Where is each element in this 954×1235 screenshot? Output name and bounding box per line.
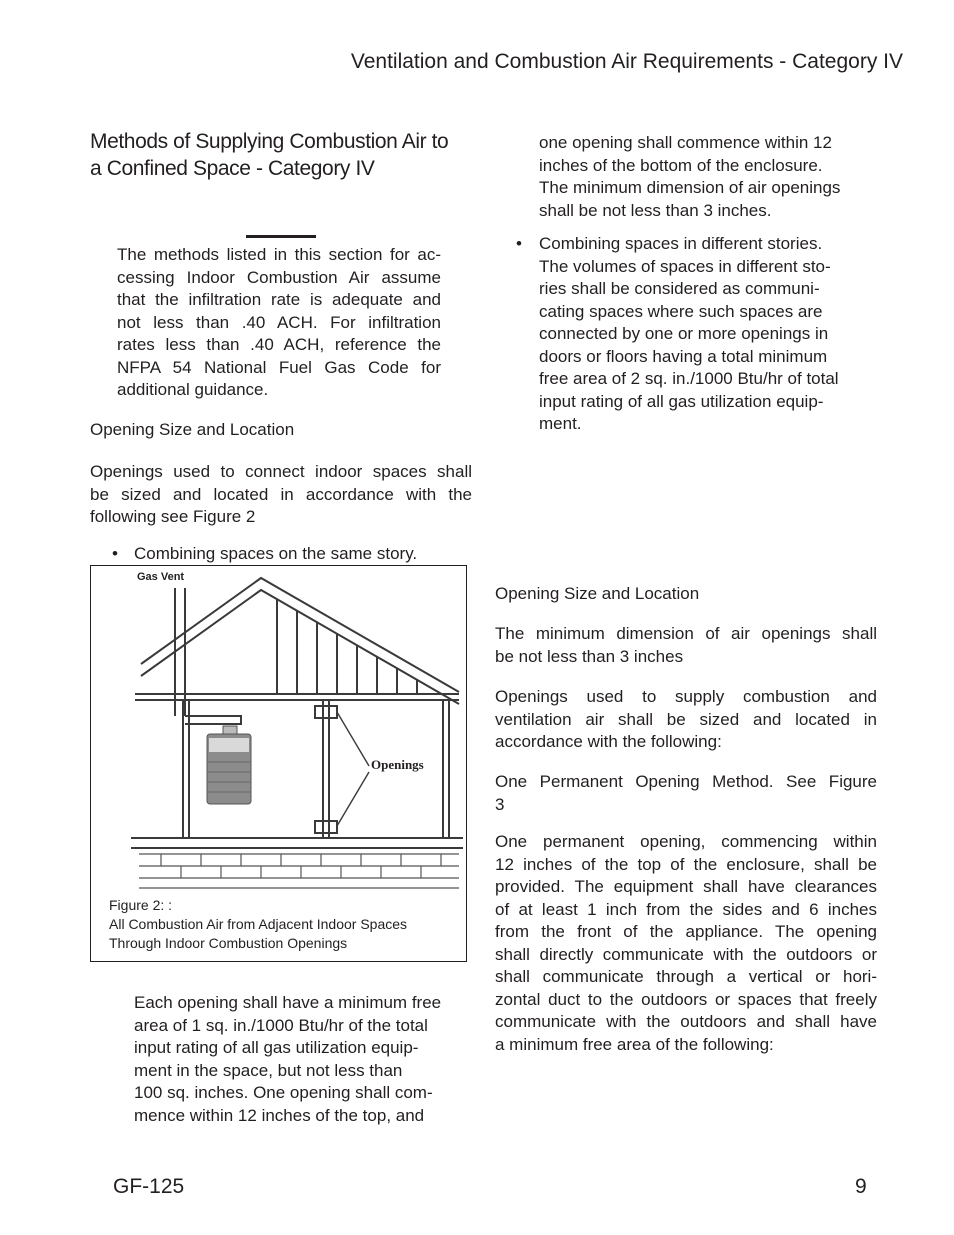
- text-line: Openings used to supply combustion and: [495, 687, 877, 706]
- bullet-different-stories-text: [539, 233, 879, 436]
- paragraph-connect-indoor-spaces: [90, 461, 472, 529]
- text-line: shall directly communicate with the outdoors or: [495, 944, 877, 964]
- text-line: One permanent opening, commencing within: [495, 832, 877, 851]
- text-line: a minimum free area of the following:: [495, 1034, 774, 1054]
- footer-page-number: 9: [855, 1175, 867, 1198]
- text-line: from the front of the appliance. The opening: [495, 922, 877, 941]
- text-line: cessing Indoor Combustion Air assume: [117, 267, 441, 287]
- appliance-icon: [207, 726, 251, 804]
- text-line: mence within 12 inches of the top, and: [134, 1105, 425, 1125]
- text-line: NFPA 54 National Fuel Gas Code for: [117, 357, 441, 377]
- text-line: following see Figure 2: [90, 507, 256, 526]
- text-line: ment.: [539, 414, 582, 433]
- note-divider: [246, 235, 316, 238]
- text-line: The minimum dimension of air openings shall: [495, 624, 877, 643]
- paragraph-one-permanent-opening-method: [495, 771, 877, 816]
- paragraph-opening-free-area: [134, 992, 474, 1127]
- text-line: accordance with the following:: [495, 732, 722, 751]
- text-line: The minimum dimension of air openings: [539, 178, 841, 197]
- gas-vent-label: Gas Vent: [137, 571, 185, 583]
- text-line: 12 inches of the top of the enclosure, shall be: [495, 854, 877, 874]
- text-line: rates less than .40 ACH, reference the: [117, 335, 441, 354]
- text-line: be not less than 3 inches: [495, 646, 684, 666]
- text-line: zontal duct to the outdoors or spaces that freely: [495, 989, 877, 1009]
- text-line: communicate with the outdoors and shall have: [495, 1012, 877, 1031]
- figure-caption-line-2: All Combustion Air from Adjacent Indoor Spaces: [109, 916, 408, 932]
- text-line: 3: [495, 794, 505, 814]
- text-line: input rating of all gas utilization equip-: [539, 391, 824, 411]
- text-line: The methods listed in this section for ac-: [117, 245, 441, 264]
- figure-2: [90, 565, 467, 962]
- text-line: ventilation air shall be sized and located in: [495, 709, 877, 729]
- page-header-title: Ventilation and Combustion Air Requirements - Category IV: [350, 50, 903, 73]
- paragraph-supply-openings: [495, 686, 877, 754]
- text-line: shall be not less than 3 inches.: [539, 200, 772, 220]
- figure-caption-line-3: Through Indoor Combustion Openings: [109, 935, 348, 951]
- section-title: [90, 128, 480, 182]
- text-line: Openings used to connect indoor spaces shall: [90, 462, 472, 481]
- text-line: The volumes of spaces in different sto-: [539, 256, 831, 276]
- bullet-same-story: [112, 543, 417, 566]
- openings-label: Openings: [371, 757, 424, 772]
- text-line: input rating of all gas utilization equip-: [134, 1038, 419, 1057]
- text-line: free area of 2 sq. in./1000 Btu/hr of total: [539, 369, 839, 388]
- text-line: Combining spaces in different stories.: [539, 234, 823, 253]
- section-title-line-1: Methods of Supplying Combustion Air to: [90, 130, 449, 153]
- text-line: of at least 1 inch from the sides and 6 inches: [495, 899, 877, 919]
- text-line: area of 1 sq. in./1000 Btu/hr of the total: [134, 1015, 428, 1035]
- figure-caption: [109, 896, 407, 953]
- text-line: One Permanent Opening Method. See Figure: [495, 772, 877, 791]
- text-line: 100 sq. inches. One opening shall com-: [134, 1083, 433, 1102]
- paragraph-minimum-dimension: [495, 623, 877, 668]
- text-line: doors or floors having a total minimum: [539, 346, 828, 366]
- text-line: inches of the bottom of the enclosure.: [539, 155, 823, 175]
- text-line: Each opening shall have a minimum free: [134, 993, 442, 1012]
- bullet-marker: •: [112, 544, 118, 563]
- text-line: be sized and located in accordance with the: [90, 484, 472, 504]
- paragraph-one-permanent-opening-description: [495, 831, 877, 1056]
- text-line: not less than .40 ACH. For infiltration: [117, 312, 441, 332]
- subheading-opening-size-right: Opening Size and Location: [495, 584, 700, 603]
- text-line: cating spaces where such spaces are: [539, 301, 823, 321]
- text-line: ries shall be considered as communi-: [539, 279, 820, 298]
- paragraph-continued-opening-bottom: [539, 132, 879, 222]
- bullet-marker: •: [516, 234, 522, 253]
- figure-caption-line-1: Figure 2: :: [109, 897, 173, 913]
- text-line: connected by one or more openings in: [539, 324, 829, 343]
- text-line: ment in the space, but not less than: [134, 1060, 403, 1080]
- section-title-line-2: a Confined Space - Category IV: [90, 157, 375, 180]
- text-line: shall communicate through a vertical or hori-: [495, 967, 877, 986]
- text-line: additional guidance.: [117, 380, 269, 399]
- infiltration-note: [117, 244, 441, 402]
- footer-model-number: GF-125: [113, 1175, 185, 1198]
- text-line: that the infiltration rate is adequate and: [117, 290, 441, 309]
- bullet-same-story-text: Combining spaces on the same story.: [134, 544, 418, 563]
- text-line: one opening shall commence within 12: [539, 133, 832, 152]
- text-line: provided. The equipment shall have clearances: [495, 877, 877, 896]
- subheading-opening-size-left: Opening Size and Location: [90, 420, 295, 439]
